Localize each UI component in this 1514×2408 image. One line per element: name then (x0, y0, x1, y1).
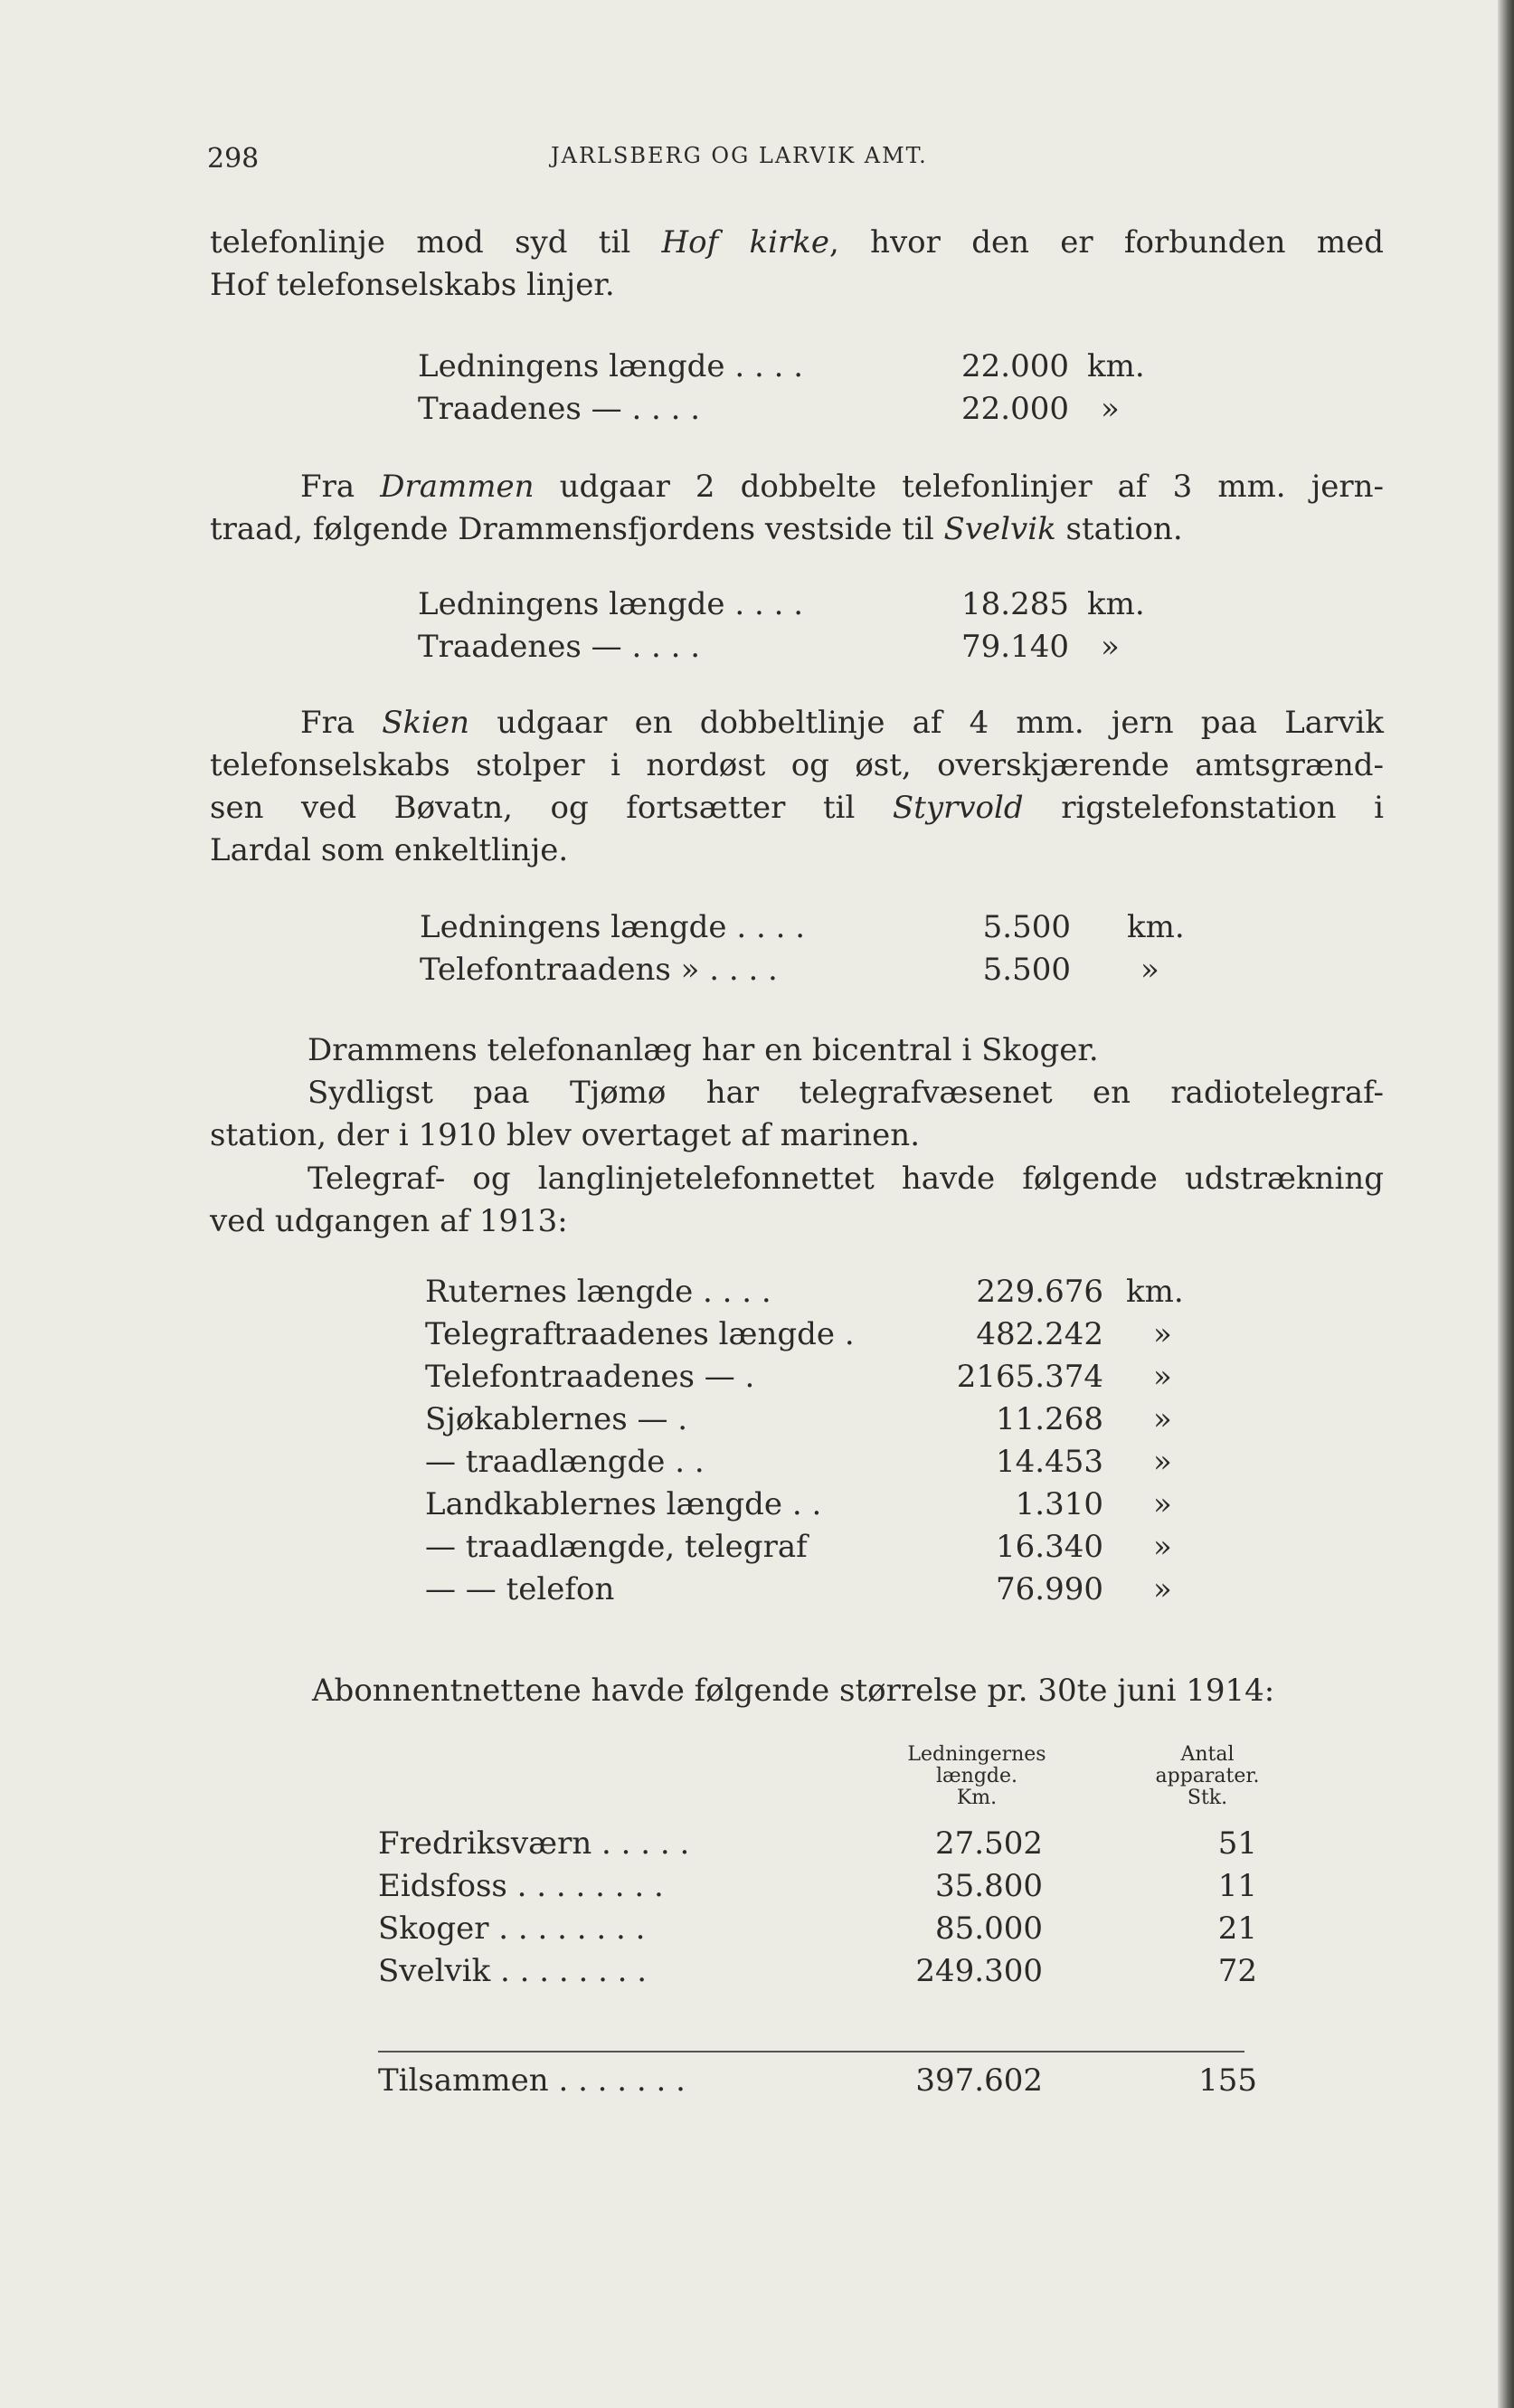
column-header-count: Antal apparater. Stk. (1155, 1743, 1260, 1809)
text-line: sen ved Bøvatn, og fortsætter til Styrvold rigstelefonstation i (210, 790, 1384, 826)
subscriber-km: 85.000 (935, 1910, 1043, 1947)
text-line: Telegraf- og langlinjetelefonnettet havde følgende udstrækning (308, 1161, 1384, 1197)
network-row (425, 1444, 1239, 1485)
text-line: traad, følgende Drammensfjordens vestside til Svelvik station. (210, 511, 1183, 547)
network-label: Telefontraadenes — . (425, 1359, 755, 1395)
subscriber-row (378, 1953, 1282, 1995)
network-row (425, 1571, 1239, 1613)
network-label: Sjøkablernes — . (425, 1401, 688, 1437)
network-label: Telegraftraadenes længde . (425, 1316, 855, 1352)
subscriber-name: Skoger . . . . . . . . (378, 1910, 646, 1947)
subscriber-count: 21 (1217, 1910, 1257, 1947)
text-line: Hof telefonselskabs linjer. (210, 267, 615, 303)
text-line: Drammens telefonanlæg har en bicentral i Skoger. (308, 1032, 1099, 1068)
network-value: 1.310 (1015, 1486, 1103, 1522)
stats1-row: Ledningens længde . . . . 22.000 km. (418, 348, 1145, 384)
paragraph-network-intro (210, 1158, 1384, 1243)
subscriber-km: 27.502 (935, 1825, 1043, 1862)
network-value: 11.268 (996, 1401, 1103, 1437)
page-edge-shadow (1498, 0, 1514, 2408)
paragraph-skien (210, 702, 1384, 872)
stats1-row: Traadenes — . . . . 22.000 » (418, 391, 1120, 427)
network-unit: km. (1126, 1274, 1184, 1310)
paragraph-radio (210, 1072, 1384, 1157)
stats2-row: Traadenes — . . . . 79.140 » (418, 629, 1120, 665)
running-header (207, 143, 1021, 179)
network-row (425, 1316, 1239, 1358)
text-line: telefonselskabs stolper i nordøst og øst, overskjærende amtsgrænd- (210, 747, 1384, 783)
network-value: 2165.374 (956, 1359, 1103, 1395)
network-value: 16.340 (996, 1529, 1103, 1565)
network-label: — — telefon (425, 1571, 615, 1607)
page-number: 298 (207, 143, 260, 175)
paragraph-bicentral (210, 1029, 1384, 1072)
stats3-row: Ledningens længde . . . . 5.500 km. (420, 909, 1185, 945)
network-value: 76.990 (996, 1571, 1103, 1607)
network-label: Ruternes længde . . . . (425, 1274, 771, 1310)
network-row (425, 1274, 1239, 1315)
network-value: 482.242 (976, 1316, 1103, 1352)
text-line: Abonnentnettene havde følgende størrelse pr. 30te juni 1914: (312, 1673, 1275, 1709)
network-unit: » (1153, 1529, 1172, 1565)
text-line: telefonlinje mod syd til Hof kirke, hvor den er forbunden med (210, 224, 1384, 261)
subscriber-name: Svelvik . . . . . . . . (378, 1953, 648, 1989)
text-line: Sydligst paa Tjømø har telegrafvæsenet en radiotelegraf- (308, 1075, 1384, 1111)
network-label: — traadlængde . . (425, 1444, 705, 1480)
subscriber-row (378, 1825, 1282, 1867)
paragraph-drammen (210, 466, 1384, 551)
text-line: Lardal som enkeltlinje. (210, 832, 569, 868)
network-unit: » (1153, 1444, 1172, 1480)
network-value: 229.676 (976, 1274, 1103, 1310)
paragraph-hof (210, 222, 1384, 307)
network-unit: » (1153, 1316, 1172, 1352)
network-label: Landkablernes længde . . (425, 1486, 822, 1522)
subscriber-km: 35.800 (935, 1868, 1043, 1904)
subscriber-name: Eidsfoss . . . . . . . . (378, 1868, 664, 1904)
network-unit: » (1153, 1359, 1172, 1395)
subscriber-name: Fredriksværn . . . . . (378, 1825, 690, 1862)
subscriber-row (378, 1910, 1282, 1952)
network-row (425, 1401, 1239, 1443)
network-row (425, 1529, 1239, 1570)
subscriber-count: 11 (1217, 1868, 1257, 1904)
paragraph-subscribers (312, 1670, 1397, 1712)
text-line: ved udgangen af 1913: (210, 1203, 568, 1239)
total-row: Tilsammen . . . . . . . 397.602 155 (378, 2062, 1257, 2099)
network-value: 14.453 (996, 1444, 1103, 1480)
subscriber-count: 51 (1217, 1825, 1257, 1862)
column-header-km: Ledningernes længde. Km. (907, 1743, 1046, 1809)
running-title: JARLSBERG OG LARVIK AMT. (551, 143, 928, 168)
network-unit: » (1153, 1486, 1172, 1522)
subscriber-row (378, 1868, 1282, 1910)
text-line: station, der i 1910 blev overtaget af marinen. (210, 1117, 921, 1153)
subscriber-km: 249.300 (915, 1953, 1043, 1989)
stats3-row: Telefontraadens » . . . . 5.500 » (420, 952, 1159, 988)
text-line: Fra Drammen udgaar 2 dobbelte telefonlinjer af 3 mm. jern- (300, 469, 1385, 505)
subscriber-count: 72 (1217, 1953, 1257, 1989)
network-label: — traadlængde, telegraf (425, 1529, 808, 1565)
text-line: Fra Skien udgaar en dobbeltlinje af 4 mm. jern paa Larvik (300, 705, 1385, 741)
network-row (425, 1359, 1239, 1400)
stats2-row: Ledningens længde . . . . 18.285 km. (418, 586, 1145, 622)
network-row (425, 1486, 1239, 1528)
network-unit: » (1153, 1401, 1172, 1437)
network-unit: » (1153, 1571, 1172, 1607)
